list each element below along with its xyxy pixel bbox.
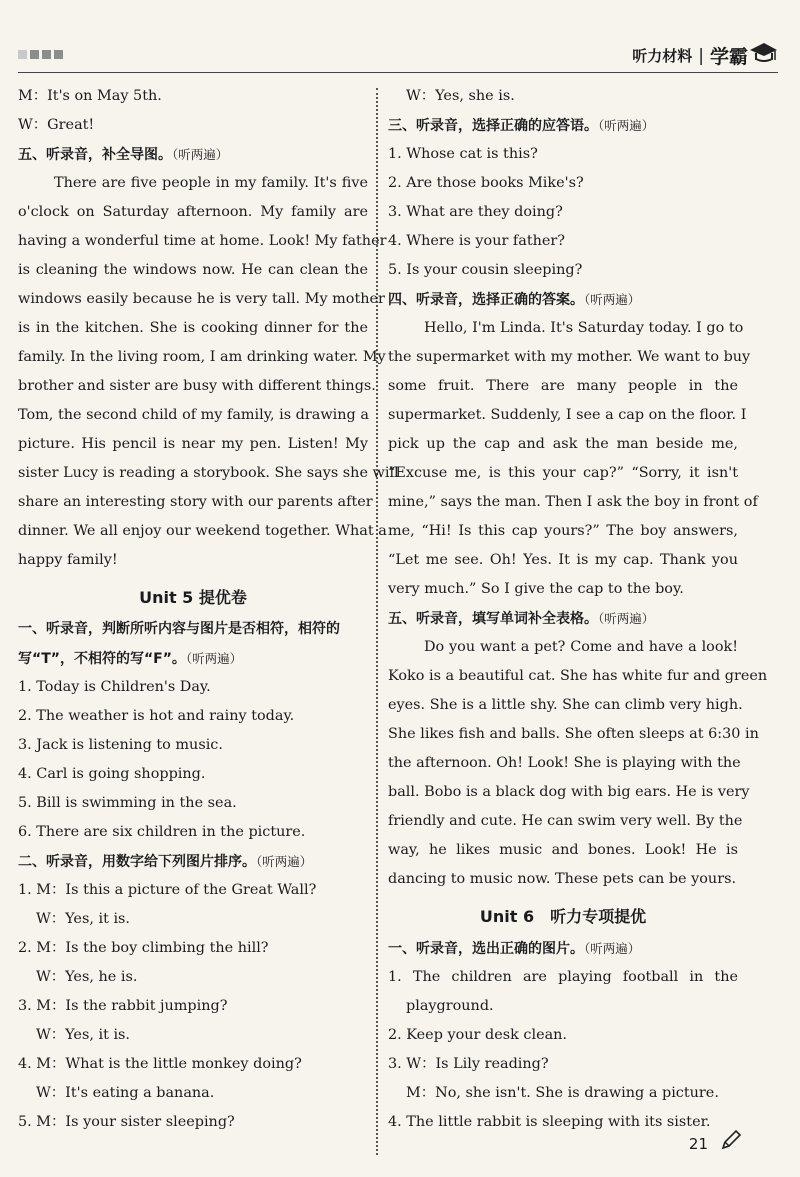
list-item: 1. M：Is this a picture of the Great Wall?	[18, 882, 317, 898]
list-item: 5. Is your cousin sleeping?	[388, 262, 583, 278]
dialogue-line: M：It's on May 5th.	[18, 88, 162, 104]
paragraph-line: share an interesting story with our parents after	[18, 494, 373, 510]
paragraph-line: having a wonderful time at home. Look! My father	[18, 233, 387, 249]
paragraph-line: supermarket. Suddenly, I see a cap on the floor. I	[388, 407, 747, 423]
list-item: 1. Whose cat is this?	[388, 146, 538, 162]
paragraph-line: some fruit. There are many people in the	[388, 378, 738, 394]
paragraph-line: picture. His pencil is near my pen. Listen! My	[18, 436, 368, 452]
list-item: 2. M：Is the boy climbing the hill?	[18, 940, 269, 956]
graduation-cap-icon	[748, 38, 778, 68]
section-heading: 五、听录音，补全导图。（听两遍）	[18, 147, 229, 163]
paragraph-line: dinner. We all enjoy our weekend together. What a	[18, 523, 387, 539]
list-item: 2. Are those books Mike's?	[388, 175, 584, 191]
paragraph-line: ball. Bobo is a black dog with big ears. He is very	[388, 784, 750, 800]
paragraph-line: Hello, I'm Linda. It's Saturday today. I go to	[424, 320, 744, 336]
paragraph-line: She likes fish and balls. She often sleeps at 6:30 in	[388, 726, 759, 742]
list-item: playground.	[406, 998, 494, 1014]
dialogue-line: W：Great!	[18, 117, 95, 133]
paragraph-line: is cleaning the windows now. He can clean the	[18, 262, 368, 278]
paragraph-line: pick up the cap and ask the man beside me,	[388, 436, 738, 452]
section-heading: 五、听录音，填写单词补全表格。（听两遍）	[388, 611, 655, 627]
paragraph-line: brother and sister are busy with different things.	[18, 378, 376, 394]
list-item: W：Yes, it is.	[36, 911, 131, 927]
list-item: W：Yes, it is.	[36, 1027, 131, 1043]
dialogue-line: W：Yes, she is.	[406, 88, 515, 104]
paragraph-line: dancing to music now. These pets can be yours.	[388, 871, 737, 887]
header-separator: |	[698, 45, 704, 66]
paragraph-line: is in the kitchen. She is cooking dinner for the	[18, 320, 368, 336]
right-column	[388, 82, 768, 1137]
list-item: 3. What are they doing?	[388, 204, 563, 220]
paragraph-line: windows easily because he is very tall. My mother	[18, 291, 385, 307]
list-item: 1. The children are playing football in the	[388, 969, 738, 985]
paragraph-line: the supermarket with my mother. We want to buy	[388, 349, 751, 365]
section-heading: 一、听录音，选出正确的图片。（听两遍）	[388, 941, 641, 957]
section-heading: 写“T”，不相符的写“F”。（听两遍）	[18, 651, 243, 667]
list-item: 4. Where is your father?	[388, 233, 565, 249]
list-item: 3. M：Is the rabbit jumping?	[18, 998, 228, 1014]
section-heading: 四、听录音，选择正确的答案。（听两遍）	[388, 292, 641, 308]
section-heading: 一、听录音，判断所听内容与图片是否相符，相符的	[18, 621, 340, 637]
paragraph-line: “Excuse me, is this your cap?” “Sorry, it isn't	[388, 465, 738, 481]
list-item: 4. Carl is going shopping.	[18, 766, 206, 782]
paragraph-line: family. In the living room, I am drinking water. My	[18, 349, 386, 365]
paragraph-line: the afternoon. Oh! Look! She is playing with the	[388, 755, 741, 771]
pencil-icon	[720, 1129, 742, 1151]
paragraph-line: Tom, the second child of my family, is drawing a	[18, 407, 369, 423]
list-item: W：Yes, he is.	[36, 969, 138, 985]
page-number: 21	[688, 1135, 708, 1153]
paragraph-line: Do you want a pet? Come and have a look!	[424, 639, 738, 655]
page-header	[18, 38, 778, 73]
section-heading: 三、听录音，选择正确的应答语。（听两遍）	[388, 118, 655, 134]
paragraph-line: mine,” says the man. Then I ask the boy in front of	[388, 494, 758, 510]
header-title	[632, 42, 748, 69]
paragraph-line: o'clock on Saturday afternoon. My family are	[18, 204, 368, 220]
paragraph-line: “Let me see. Oh! Yes. It is my cap. Thank you	[388, 552, 738, 568]
left-column	[18, 82, 399, 1137]
paragraph-line: way, he likes music and bones. Look! He is	[388, 842, 738, 858]
paragraph-line: There are five people in my family. It's five	[54, 175, 368, 191]
list-item: 3. Jack is listening to music.	[18, 737, 223, 753]
paragraph-line: sister Lucy is reading a storybook. She says she will	[18, 465, 399, 481]
list-item: 1. Today is Children's Day.	[18, 679, 211, 695]
list-item: 3. W：Is Lily reading?	[388, 1056, 549, 1072]
unit-title: Unit 5 提优卷	[139, 588, 247, 607]
list-item: 5. M：Is your sister sleeping?	[18, 1114, 235, 1130]
unit-title: Unit 6 听力专项提优	[479, 907, 647, 926]
header-brand: 学霸	[709, 46, 748, 68]
list-item: M：No, she isn't. She is drawing a picture.	[406, 1085, 719, 1101]
paragraph-line: friendly and cute. He can swim very well. By the	[388, 813, 743, 829]
list-item: 2. Keep your desk clean.	[388, 1027, 568, 1043]
paragraph-line: very much.” So I give the cap to the boy.	[388, 581, 684, 597]
list-item: 2. The weather is hot and rainy today.	[18, 708, 295, 724]
paragraph-line: eyes. She is a little shy. She can climb very high.	[388, 697, 743, 713]
section-heading: 二、听录音，用数字给下列图片排序。（听两遍）	[18, 854, 313, 870]
decorative-squares	[18, 50, 63, 59]
header-label: 听力材料	[632, 47, 693, 65]
list-item: 4. M：What is the little monkey doing?	[18, 1056, 302, 1072]
paragraph-line: me, “Hi! Is this cap yours?” The boy answers,	[388, 523, 738, 539]
list-item: 5. Bill is swimming in the sea.	[18, 795, 237, 811]
list-item: W：It's eating a banana.	[36, 1085, 215, 1101]
list-item: 4. The little rabbit is sleeping with its sister.	[388, 1114, 711, 1130]
paragraph-line: happy family!	[18, 552, 118, 568]
paragraph-line: Koko is a beautiful cat. She has white fur and green	[388, 668, 768, 684]
list-item: 6. There are six children in the picture.	[18, 824, 306, 840]
